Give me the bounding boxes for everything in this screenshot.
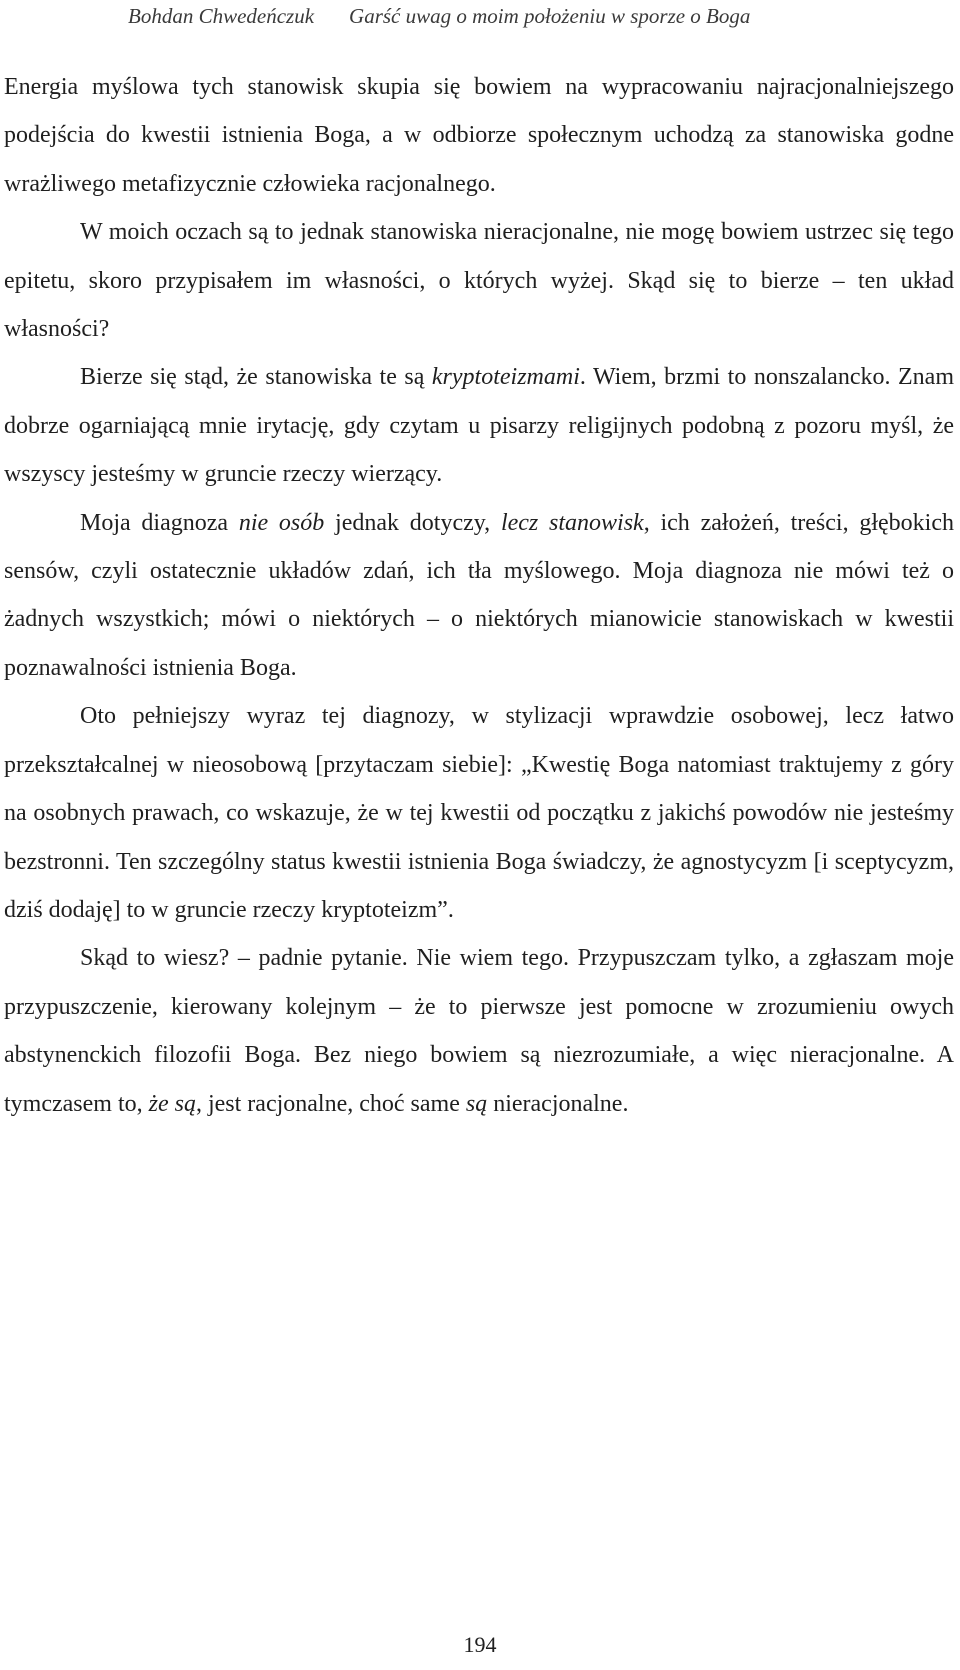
paragraph-1 [4,63,954,208]
paragraph-text: Oto pełniejszy wyraz tej diagnozy, w stylizacji wprawdzie osobowej, lecz łatwo przekształcalnej w nieosobową [przytaczam siebie]: „Kwestię Boga natomiast traktujemy z góry na osobnych prawach, co wskazuje, że w tej kwestii od początku z jakichś powodów nie jesteśmy bezstronni. Ten szczególny status kwestii istnienia Boga świadczy, że agnostycyzm [i sceptycyzm, dziś dodaję] to w gruncie rzeczy kryptoteizm”. [4,703,954,923]
emphasis-term: że są [148,1090,196,1117]
paragraph-2 [4,208,954,353]
running-header [128,4,750,29]
paragraph-5 [4,692,954,934]
paragraph-text: . Wiem, brzmi to nonszalancko. Znam dobrze ogarniającą mnie irytację, gdy czytam u pisarzy religijnych podobną z pozoru myśl, że wszyscy jesteśmy w gruncie rzeczy wierzący. [4,364,954,488]
paragraph-text: Moja diagnoza [80,509,239,536]
header-author: Bohdan Chwedeńczuk [128,4,315,28]
emphasis-term: są [465,1090,488,1117]
header-title: Garść uwag o moim położeniu w sporze o Boga [349,4,751,28]
paragraph-4 [4,499,954,693]
emphasis-term: nie osób [238,509,325,536]
paragraph-text: Bierze się stąd, że stanowiska te są [80,364,432,391]
paragraph-text: , jest racjonalne, choć same [195,1090,466,1117]
emphasis-term: lecz stanowisk [500,509,644,536]
paragraph-text: , ich założeń, treści, głębokich sensów, czyli ostatecznie układów zdań, ich tła myślowego. Moja diagnoza nie mówi też o żadnych wszystkich; mówi o niektórych – o niektórych mianowicie stanowiskach w kwestii poznawalności istnienia Boga. [4,509,954,681]
paragraph-6 [4,934,954,1128]
paragraph-text: W moich oczach są to jednak stanowiska nieracjonalne, nie mogę bowiem ustrzec się tego epitetu, skoro przypisałem im własności, o których wyżej. Skąd się to bierze – ten układ własności? [4,219,954,343]
paragraph-text: Energia myślowa tych stanowisk skupia się bowiem na wypracowaniu najracjonalniejszego podejścia do kwestii istnienia Boga, a w odbiorze społecznym uchodzą za stanowiska godne wrażliwego metafizycznie człowieka racjonalnego. [4,74,954,197]
paragraph-text: jednak dotyczy, [324,509,501,536]
page-number: 194 [463,1632,497,1657]
paragraph-text: nieracjonalne. [487,1090,629,1117]
paragraph-3 [4,353,954,498]
emphasis-term: kryptoteizmami [431,364,580,391]
body-text [4,63,954,1128]
paragraph-text: Skąd to wiesz? – padnie pytanie. Nie wiem tego. Przypuszczam tylko, a zgłaszam moje przypuszczenie, kierowany kolejnym – że to pierwsze jest pomocne w zrozumieniu owych abstynenckich filozofii Boga. Bez niego bowiem są niezrozumiałe, a więc nieracjonalne. A tymczasem to, [4,945,954,1117]
